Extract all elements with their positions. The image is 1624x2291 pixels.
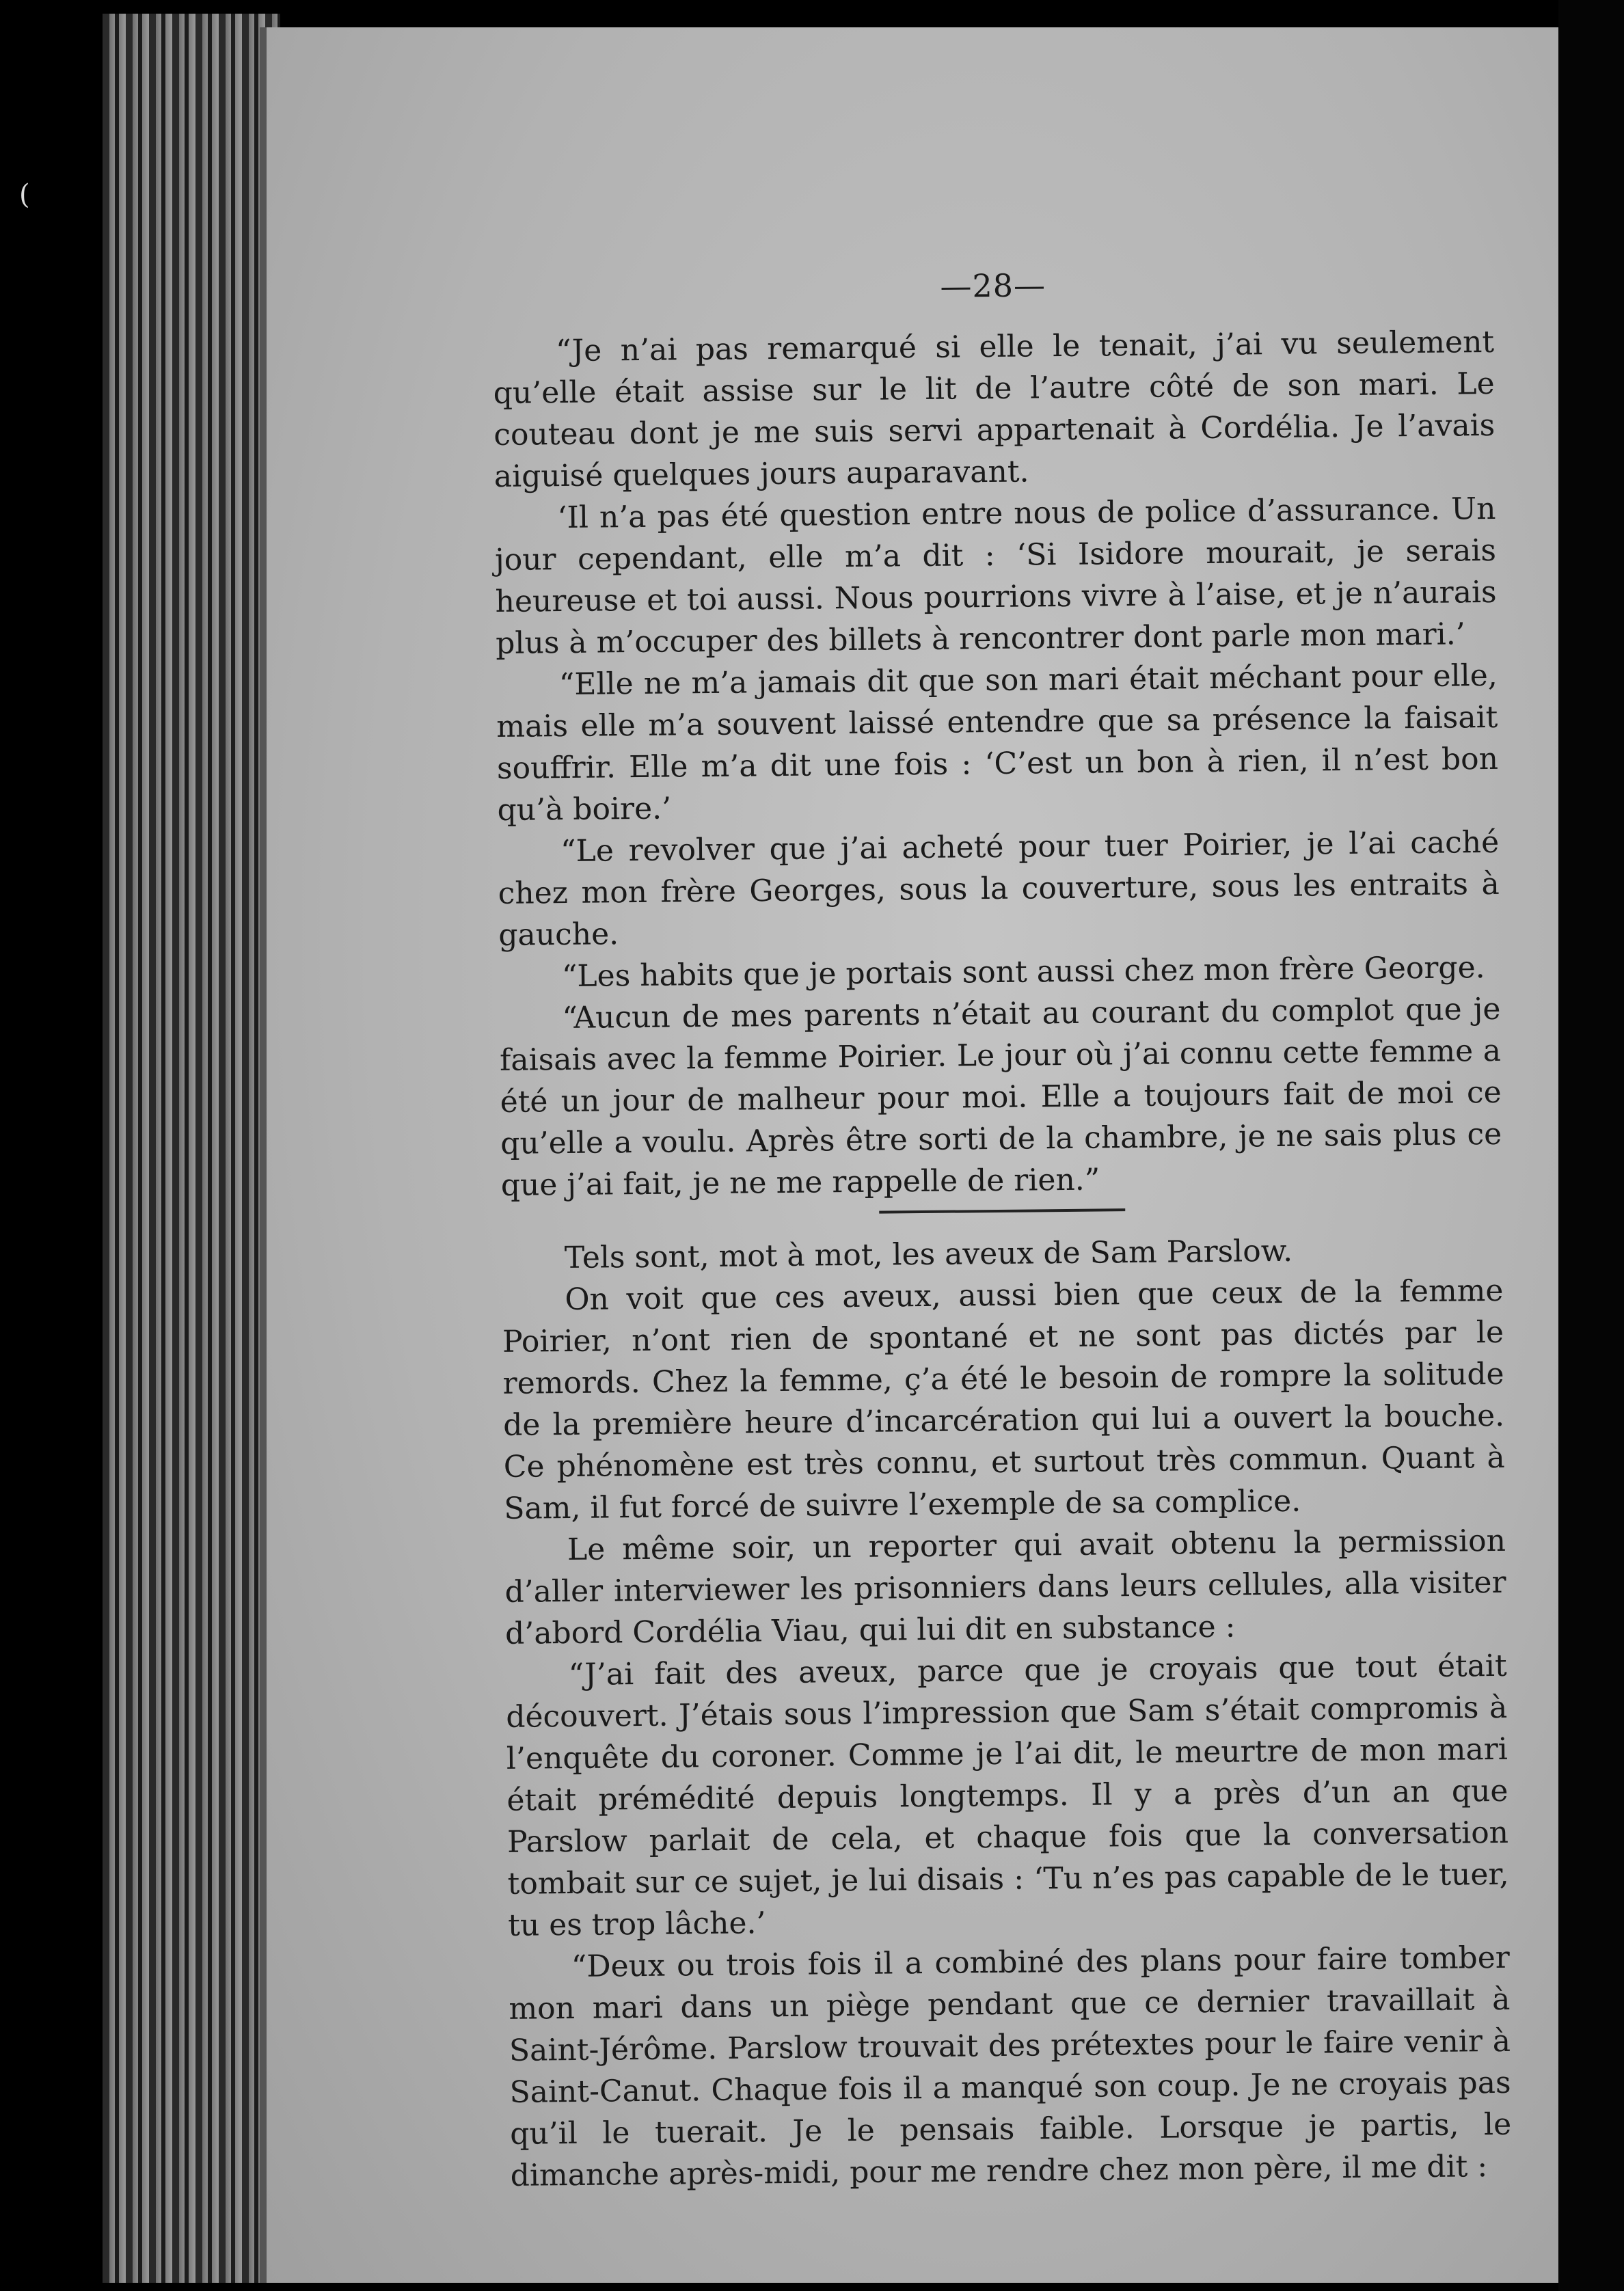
paragraph: Le même soir, un reporter qui avait obtenu la permission d’aller interviewer les prisonniers dans leurs cellules, alla visiter d’abord Cordélia Viau, qui lui dit en substance : <box>504 1523 1506 1651</box>
paragraph: Tels sont, mot à mot, les aveux de Sam Parslow. <box>564 1233 1293 1276</box>
paragraph: “Deux ou trois fois il a combiné des plans pour faire tomber mon mari dans un piège pendant que ce dernier travaillait à Saint-Jérôme. Parslow trouvait des prétextes pour le faire venir à Saint-Canut. Chaque fois il a manqué son coup. Je ne croyais pas qu’il le tuerait. Je le pensais faible. Lorsque je partis, le dimanche après-midi, pour me rendre chez mon père, il me dit : <box>509 1940 1512 2193</box>
paragraph: “J’ai fait des aveux, parce que je croyais que tout était découvert. J’étais sous l’impression que Sam s’était compromis à l’enquête du coroner. Comme je l’ai dit, le meurtre de mon mari était prémédité depuis longtemps. Il y a près d’un an que Parslow parlait de cela, et chaque fois que la conversation tombait sur ce sujet, je lui disais : ‘Tu n’es pas capable de le tuer, tu es trop lâche.’ <box>506 1648 1509 1943</box>
book-page-edges <box>103 14 280 2283</box>
page-text-block <box>492 260 1512 2197</box>
margin-mark-bracket: ( <box>19 179 30 211</box>
paragraph: On voit que ces aveux, aussi bien que ceux de la femme Poirier, n’ont rien de spontané et ne sont pas dictés par le remords. Chez la femme, ç’a été le besoin de rompre la solitude de la première heure d’incarcération qui lui a ouvert la bouche. Ce phénomène est très connu, et surtout très commun. Quant à Sam, il fut forcé de suivre l’exemple de sa complice. <box>502 1273 1505 1526</box>
paragraph: “Les habits que je portais sont aussi chez mon frère George. <box>561 950 1485 994</box>
page-number: —28— <box>940 267 1046 305</box>
paragraph: “Je n’ai pas remarqué si elle le tenait, j’ai vu seulement qu’elle était assise sur le lit de l’autre côté de son mari. Le couteau dont je me suis servi appartenait à Cordélia. Je l’avais aiguisé quelques jours auparavant. <box>493 324 1496 494</box>
paragraph: “Aucun de mes parents n’était au courant du complot que je faisais avec la femme Poirier. Le jour où j’ai connu cette femme a été un jour de malheur pour moi. Elle a toujours fait de moi ce qu’elle a voulu. Après être sorti de la chambre, je ne sais plus ce que j’ai fait, je ne me rappelle de rien.” <box>499 991 1502 1203</box>
scan-border-right <box>1558 0 1624 2291</box>
paragraph: “Elle ne m’a jamais dit que son mari était méchant pour elle, mais elle m’a souvent laissé entendre que sa présence la faisait souffrir. Elle m’a dit une fois : ‘C’est un bon à rien, il n’est bon qu’à boire.’ <box>496 658 1499 828</box>
section-divider-rule <box>879 1208 1125 1213</box>
paragraph: ‘Il n’a pas été question entre nous de police d’assurance. Un jour cependant, elle m’a dit : ‘Si Isidore mourait, je serais heureuse et toi aussi. Nous pourrions vivre à l’aise, et je n’aurais plus à m’occuper des billets à rencontrer dont parle mon mari.’ <box>494 491 1497 661</box>
paragraph: “Le revolver que j’ai acheté pour tuer Poirier, je l’ai caché chez mon frère Georges, sous la couverture, sous les entraits à gauche. <box>498 824 1500 953</box>
